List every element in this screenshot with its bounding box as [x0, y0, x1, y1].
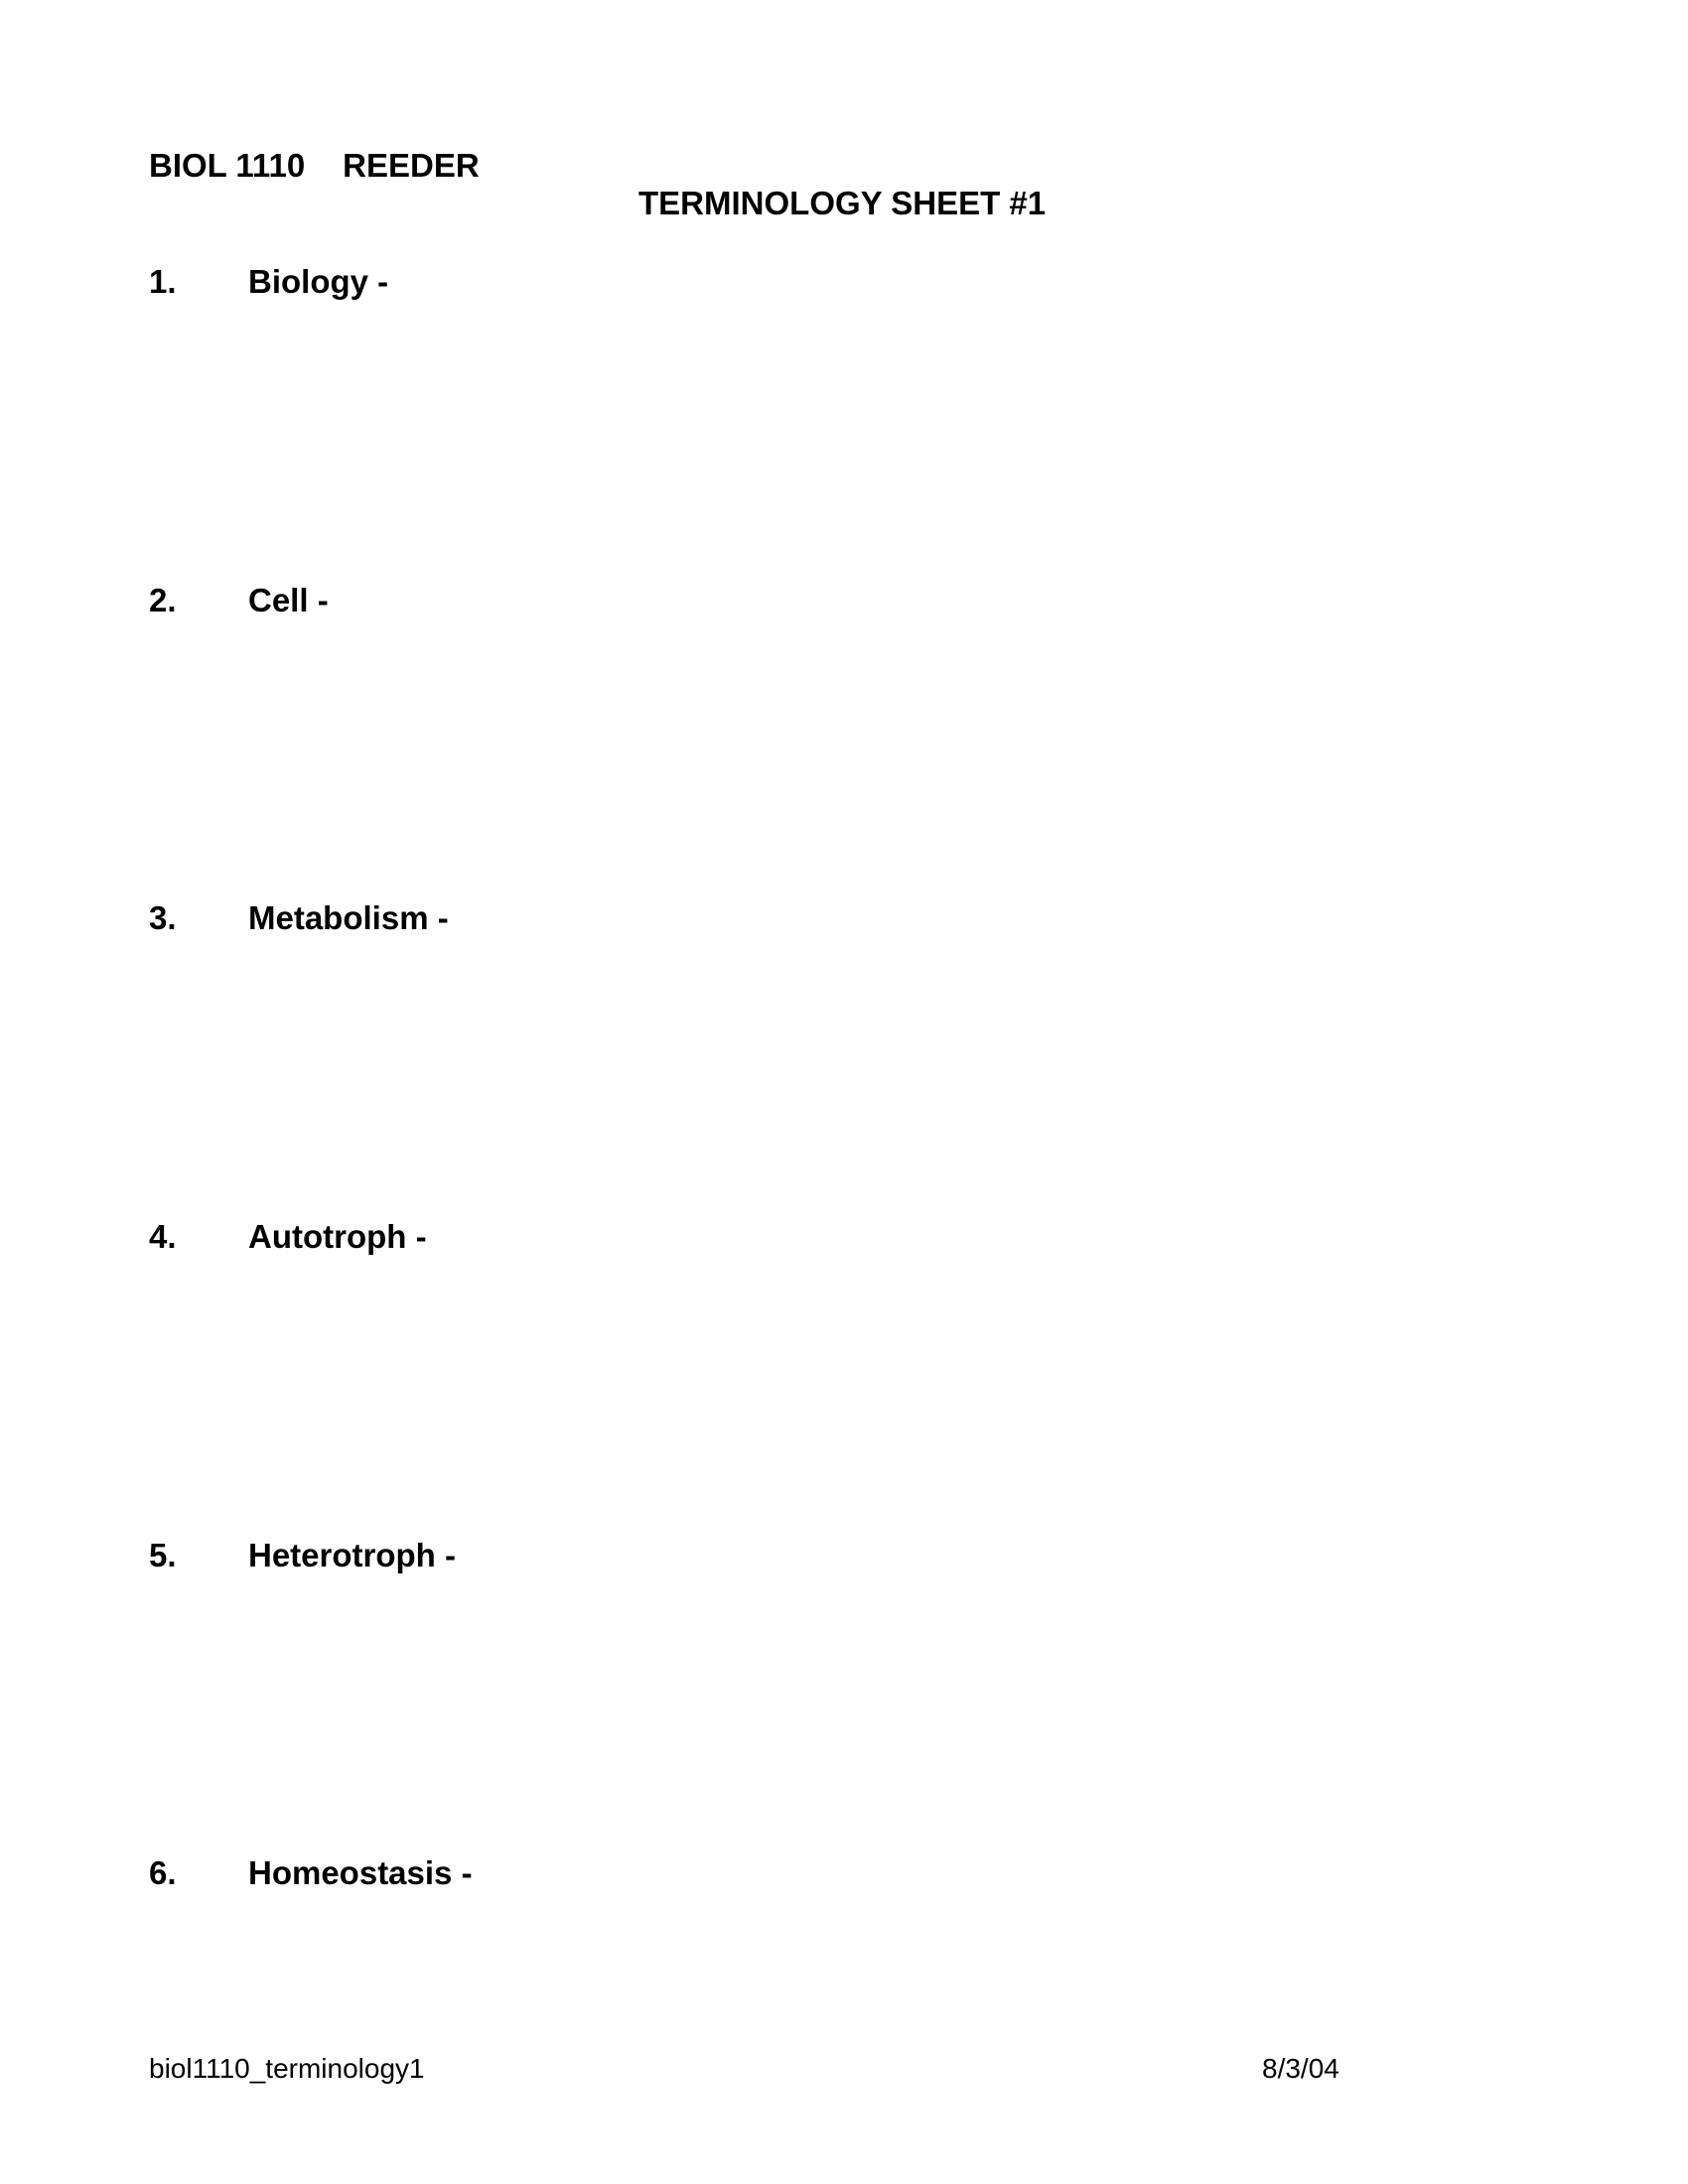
term-label: Cell - — [248, 582, 329, 618]
term-number: 4. — [149, 1218, 177, 1255]
term-label: Heterotroph - — [248, 1537, 456, 1573]
term-item — [149, 1218, 427, 1256]
term-label: Metabolism - — [248, 899, 449, 936]
term-item — [149, 263, 388, 301]
footer-filename: biol1110_terminology1 — [149, 2053, 425, 2084]
term-number: 5. — [149, 1537, 177, 1573]
course-code: BIOL 1110 — [149, 147, 306, 184]
sheet-title: TERMINOLOGY SHEET #1 — [638, 185, 1047, 221]
instructor-name: REEDER — [343, 147, 480, 184]
term-label: Homeostasis - — [248, 1854, 473, 1891]
term-number: 1. — [149, 263, 177, 300]
term-item — [149, 899, 449, 937]
term-number: 3. — [149, 899, 177, 936]
term-number: 2. — [149, 582, 177, 618]
term-label: Biology - — [248, 263, 389, 300]
term-item — [149, 1854, 473, 1892]
footer-date: 8/3/04 — [1262, 2053, 1339, 2084]
term-label: Autotroph - — [248, 1218, 427, 1255]
course-header — [149, 147, 480, 185]
term-item — [149, 1537, 456, 1574]
term-number: 6. — [149, 1854, 177, 1891]
term-item — [149, 582, 329, 619]
